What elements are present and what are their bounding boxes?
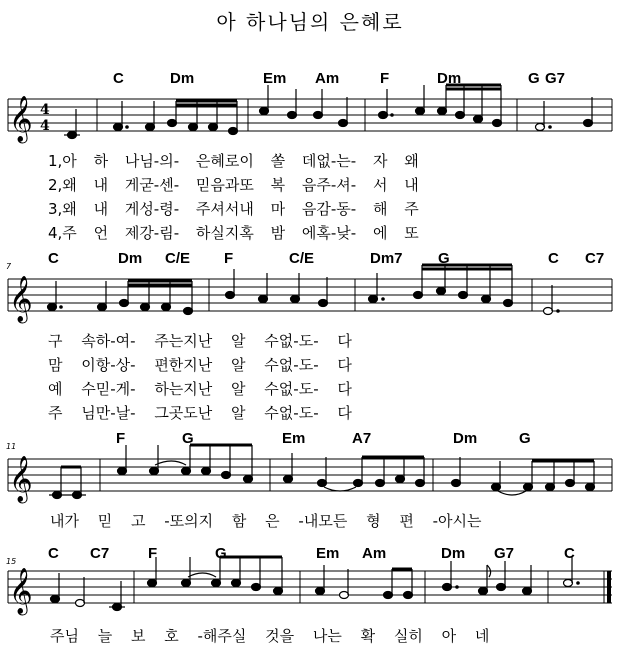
measure-number: 15 (6, 557, 17, 566)
time-signature-top: 4 (40, 102, 50, 118)
treble-clef-icon: 𝄞 (9, 456, 33, 502)
chord-symbol: Em (316, 545, 340, 562)
chord-symbol: Dm (437, 70, 462, 87)
chord-symbol: F (148, 545, 158, 562)
chord-symbol: Em (282, 430, 306, 447)
chord-symbol: G7 (545, 70, 566, 87)
chord-symbol: C (113, 70, 124, 87)
lyric-line: 내가 믿 고 -또의지 함 은 -내모든 형 편 -아시는 (50, 512, 482, 530)
chord-symbol: G (182, 430, 194, 447)
time-signature-bottom: 4 (40, 118, 50, 134)
chord-symbol: Dm (118, 250, 143, 267)
chord-symbol: G (519, 430, 531, 447)
chord-symbol: C7 (90, 545, 110, 562)
treble-clef-icon: 𝄞 (9, 96, 33, 142)
lyric-line: 4,주 언 제강-림- 하실지혹 밤 에혹-낮- 에 또 (48, 224, 419, 242)
music-system-3 (0, 430, 620, 540)
lyric-line: 맘 이항-상- 편한지난 알 수없-도- 다 (48, 356, 352, 374)
lyric-line: 주 님만-날- 그곳도난 알 수없-도- 다 (48, 404, 352, 422)
chord-symbol: A7 (352, 430, 372, 447)
chord-symbol: G (215, 545, 227, 562)
chord-symbol: F (116, 430, 126, 447)
lyric-line: 1,아 하 나님-의- 은혜로이 쏠 데없-는- 자 왜 (48, 152, 419, 170)
chord-symbol: G7 (494, 545, 515, 562)
music-system-1 (0, 70, 620, 250)
chord-symbol: C/E (289, 250, 315, 267)
chord-symbol: Em (263, 70, 287, 87)
chord-symbol: Am (315, 70, 340, 87)
chord-symbol: Am (362, 545, 387, 562)
music-system-4 (0, 545, 620, 665)
measure-number: 11 (6, 442, 17, 451)
treble-clef-icon: 𝄞 (9, 276, 33, 322)
lyric-line: 주님 늘 보 호 -해주실 것을 나는 확 실히 아 네 (50, 627, 490, 645)
chord-symbol: C (564, 545, 575, 562)
song-title: 아 하나님의 은혜로 (216, 10, 404, 34)
measure-number: 7 (6, 262, 12, 271)
chord-symbol: Dm (170, 70, 195, 87)
lyric-line: 3,왜 내 게성-령- 주셔서내 마 음감-동- 해 주 (48, 200, 419, 218)
lyric-line: 2,왜 내 게굳-센- 믿음과또 복 음주-셔- 서 내 (48, 176, 419, 194)
lyric-line: 구 속하-여- 주는지난 알 수없-도- 다 (48, 332, 352, 350)
chord-symbol: C (548, 250, 559, 267)
chord-symbol: G (528, 70, 540, 87)
chord-symbol: C7 (585, 250, 605, 267)
chord-symbol: F (224, 250, 234, 267)
chord-symbol: C (48, 250, 59, 267)
chord-symbol: Dm (453, 430, 478, 447)
music-system-2 (0, 250, 620, 430)
chord-symbol: C/E (165, 250, 191, 267)
chord-symbol: F (380, 70, 390, 87)
chord-symbol: Dm (441, 545, 466, 562)
treble-clef-icon: 𝄞 (9, 568, 33, 614)
chord-symbol: Dm7 (370, 250, 403, 267)
chord-symbol: C (48, 545, 59, 562)
lyric-line: 예 수믿-게- 하는지난 알 수없-도- 다 (48, 380, 352, 398)
chord-symbol: G (438, 250, 450, 267)
